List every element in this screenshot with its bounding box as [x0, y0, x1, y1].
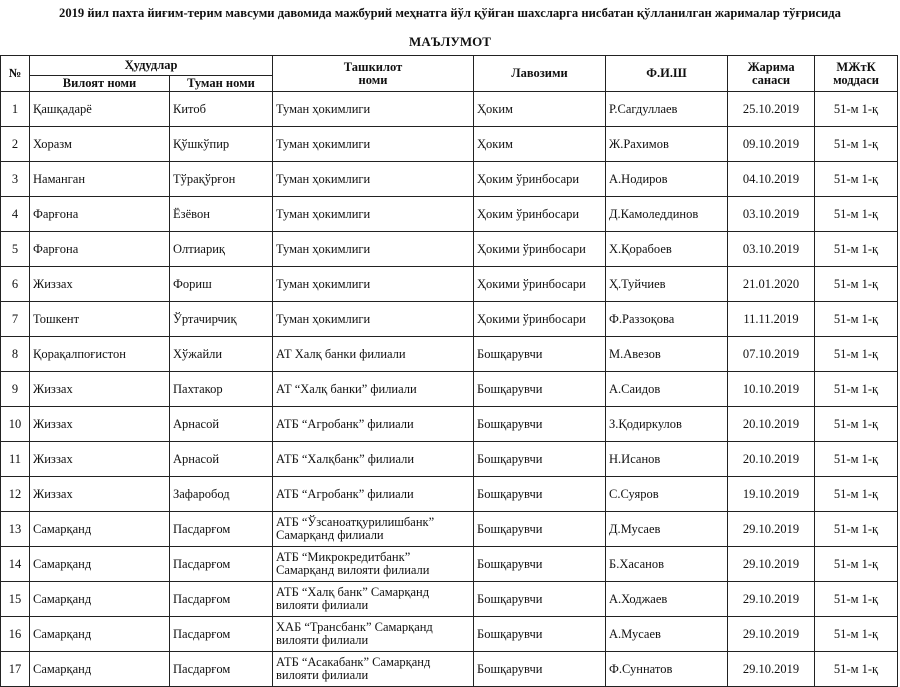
article-cell: 51-м 1-қ	[815, 547, 898, 582]
region-cell: Жиззах	[30, 372, 170, 407]
row-number: 17	[1, 652, 30, 687]
region-cell: Жиззах	[30, 407, 170, 442]
table-row	[1, 407, 898, 442]
region-cell: Наманган	[30, 162, 170, 197]
organization-cell	[273, 512, 474, 547]
position-cell: Бошқарувчи	[474, 547, 606, 582]
region-cell: Самарқанд	[30, 512, 170, 547]
district-cell: Арнасой	[170, 407, 273, 442]
row-number: 8	[1, 337, 30, 372]
organization-line1: АТБ “Ўзсаноатқурилишбанк”	[276, 515, 435, 529]
organization-line1: Туман ҳокимлиги	[276, 101, 371, 116]
name-cell: Ж.Рахимов	[606, 127, 728, 162]
table-row	[1, 477, 898, 512]
header-article-line1: МЖтК	[836, 59, 876, 74]
article-cell: 51-м 1-қ	[815, 162, 898, 197]
fine-date-cell: 20.10.2019	[728, 407, 815, 442]
row-number: 13	[1, 512, 30, 547]
header-organization	[273, 56, 474, 92]
position-cell: Ҳоким	[474, 92, 606, 127]
organization-line2: Самарқанд филиали	[276, 528, 384, 542]
fine-date-cell: 29.10.2019	[728, 582, 815, 617]
header-district: Туман номи	[170, 76, 273, 92]
header-regions-group: Ҳудудлар	[30, 56, 273, 76]
article-cell: 51-м 1-қ	[815, 267, 898, 302]
position-cell: Бошқарувчи	[474, 617, 606, 652]
row-number: 2	[1, 127, 30, 162]
organization-line1: Туман ҳокимлиги	[276, 276, 371, 291]
table-row	[1, 547, 898, 582]
name-cell: Х.Қорабоев	[606, 232, 728, 267]
organization-line1: АТ “Халқ банки” филиали	[276, 381, 417, 396]
header-fine-date-line1: Жарима	[747, 59, 795, 74]
position-cell: Ҳоким	[474, 127, 606, 162]
organization-line1: АТБ “Асакабанк” Самарқанд	[276, 655, 431, 669]
region-cell: Қашқадарё	[30, 92, 170, 127]
position-cell: Бошқарувчи	[474, 477, 606, 512]
row-number: 6	[1, 267, 30, 302]
organization-cell	[273, 197, 474, 232]
header-region: Вилоят номи	[30, 76, 170, 92]
position-cell: Бошқарувчи	[474, 512, 606, 547]
fine-date-cell: 10.10.2019	[728, 372, 815, 407]
district-cell: Пахтакор	[170, 372, 273, 407]
organization-cell	[273, 407, 474, 442]
organization-line1: АТБ “Микрокредитбанк”	[276, 550, 411, 564]
name-cell: А.Саидов	[606, 372, 728, 407]
row-number: 1	[1, 92, 30, 127]
position-cell: Бошқарувчи	[474, 407, 606, 442]
table-row	[1, 267, 898, 302]
article-cell: 51-м 1-қ	[815, 617, 898, 652]
position-cell: Бошқарувчи	[474, 337, 606, 372]
fine-date-cell: 09.10.2019	[728, 127, 815, 162]
position-cell: Ҳоким ўринбосари	[474, 162, 606, 197]
name-cell: З.Қодиркулов	[606, 407, 728, 442]
header-article	[815, 56, 898, 92]
article-cell: 51-м 1-қ	[815, 477, 898, 512]
organization-line2: вилояти филиали	[276, 633, 369, 647]
region-cell: Самарқанд	[30, 547, 170, 582]
article-cell: 51-м 1-қ	[815, 582, 898, 617]
row-number: 14	[1, 547, 30, 582]
district-cell: Зафаробод	[170, 477, 273, 512]
fine-date-cell: 03.10.2019	[728, 197, 815, 232]
district-cell: Хўжайли	[170, 337, 273, 372]
region-cell: Жиззах	[30, 267, 170, 302]
name-cell: Р.Сагдуллаев	[606, 92, 728, 127]
header-fine-date-line2: санаси	[751, 72, 791, 87]
fine-date-cell: 20.10.2019	[728, 442, 815, 477]
article-cell: 51-м 1-қ	[815, 337, 898, 372]
fine-date-cell: 29.10.2019	[728, 547, 815, 582]
region-cell: Хоразм	[30, 127, 170, 162]
organization-cell	[273, 92, 474, 127]
article-cell: 51-м 1-қ	[815, 372, 898, 407]
article-cell: 51-м 1-қ	[815, 232, 898, 267]
table-row	[1, 652, 898, 687]
row-number: 3	[1, 162, 30, 197]
header-organization-line2: номи	[358, 72, 388, 87]
document-subtitle: МАЪЛУМОТ	[409, 34, 491, 49]
organization-cell	[273, 162, 474, 197]
organization-cell	[273, 267, 474, 302]
organization-line2: Самарқанд вилояти филиали	[276, 563, 430, 577]
organization-cell	[273, 302, 474, 337]
name-cell: Д.Мусаев	[606, 512, 728, 547]
table-row	[1, 162, 898, 197]
organization-line1: Туман ҳокимлиги	[276, 241, 371, 256]
position-cell: Бошқарувчи	[474, 652, 606, 687]
region-cell: Самарқанд	[30, 652, 170, 687]
district-cell: Арнасой	[170, 442, 273, 477]
organization-cell	[273, 582, 474, 617]
region-cell: Фарғона	[30, 197, 170, 232]
article-cell: 51-м 1-қ	[815, 92, 898, 127]
district-cell: Пасдарғом	[170, 617, 273, 652]
row-number: 7	[1, 302, 30, 337]
table-row	[1, 442, 898, 477]
position-cell: Ҳокими ўринбосари	[474, 267, 606, 302]
region-cell: Самарқанд	[30, 617, 170, 652]
name-cell: Ф.Суннатов	[606, 652, 728, 687]
row-number: 5	[1, 232, 30, 267]
article-cell: 51-м 1-қ	[815, 652, 898, 687]
table-row	[1, 302, 898, 337]
name-cell: Ф.Раззоқова	[606, 302, 728, 337]
fine-date-cell: 04.10.2019	[728, 162, 815, 197]
article-cell: 51-м 1-қ	[815, 127, 898, 162]
position-cell: Ҳоким ўринбосари	[474, 197, 606, 232]
header-name: Ф.И.Ш	[606, 56, 728, 92]
district-cell: Ўртачирчиқ	[170, 302, 273, 337]
organization-cell	[273, 372, 474, 407]
header-num: №	[1, 56, 30, 92]
header-organization-line1: Ташкилот	[343, 59, 403, 74]
district-cell: Пасдарғом	[170, 547, 273, 582]
organization-line1: АТ Халқ банки филиали	[276, 346, 406, 361]
district-cell: Фориш	[170, 267, 273, 302]
header-article-line2: моддаси	[833, 72, 879, 87]
organization-cell	[273, 652, 474, 687]
district-cell: Пасдарғом	[170, 582, 273, 617]
table-row	[1, 617, 898, 652]
district-cell: Ёзёвон	[170, 197, 273, 232]
name-cell: Д.Камоледдинов	[606, 197, 728, 232]
fine-date-cell: 29.10.2019	[728, 512, 815, 547]
table-row	[1, 372, 898, 407]
name-cell: Н.Исанов	[606, 442, 728, 477]
district-cell: Китоб	[170, 92, 273, 127]
fine-date-cell: 19.10.2019	[728, 477, 815, 512]
row-number: 4	[1, 197, 30, 232]
fine-date-cell: 07.10.2019	[728, 337, 815, 372]
row-number: 15	[1, 582, 30, 617]
organization-line1: Туман ҳокимлиги	[276, 311, 371, 326]
row-number: 11	[1, 442, 30, 477]
position-cell: Бошқарувчи	[474, 372, 606, 407]
fine-date-cell: 21.01.2020	[728, 267, 815, 302]
table-row	[1, 197, 898, 232]
name-cell: М.Авезов	[606, 337, 728, 372]
organization-line1: Туман ҳокимлиги	[276, 206, 371, 221]
fine-date-cell: 25.10.2019	[728, 92, 815, 127]
fine-date-cell: 29.10.2019	[728, 652, 815, 687]
organization-line1: АТБ “Агробанк” филиали	[276, 416, 414, 431]
header-fine-date	[728, 56, 815, 92]
name-cell: Б.Хасанов	[606, 547, 728, 582]
header-position: Лавозими	[474, 56, 606, 92]
organization-cell	[273, 127, 474, 162]
organization-line1: Туман ҳокимлиги	[276, 171, 371, 186]
name-cell: А.Мусаев	[606, 617, 728, 652]
row-number: 9	[1, 372, 30, 407]
district-cell: Қўшкўпир	[170, 127, 273, 162]
document-title: 2019 йил пахта йиғим-терим мавсуми давомида мажбурий меҳнатга йўл қўйган шахсларга нисбатан қўлланилган жарималар тўғрисида	[59, 6, 841, 20]
region-cell: Қорақалпоғистон	[30, 337, 170, 372]
region-cell: Тошкент	[30, 302, 170, 337]
table-row	[1, 232, 898, 267]
fine-date-cell: 03.10.2019	[728, 232, 815, 267]
row-number: 12	[1, 477, 30, 512]
organization-line1: АТБ “Агробанк” филиали	[276, 486, 414, 501]
region-cell: Фарғона	[30, 232, 170, 267]
region-cell: Жиззах	[30, 442, 170, 477]
article-cell: 51-м 1-қ	[815, 512, 898, 547]
table-row	[1, 337, 898, 372]
article-cell: 51-м 1-қ	[815, 302, 898, 337]
table-body	[1, 92, 898, 687]
organization-line1: АТБ “Халқбанк” филиали	[276, 451, 415, 466]
organization-cell	[273, 232, 474, 267]
row-number: 10	[1, 407, 30, 442]
fine-date-cell: 11.11.2019	[728, 302, 815, 337]
name-cell: Ҳ.Туйчиев	[606, 267, 728, 302]
district-cell: Пасдарғом	[170, 652, 273, 687]
name-cell: А.Нодиров	[606, 162, 728, 197]
table-row	[1, 582, 898, 617]
organization-line1: Туман ҳокимлиги	[276, 136, 371, 151]
fine-date-cell: 29.10.2019	[728, 617, 815, 652]
row-number: 16	[1, 617, 30, 652]
region-cell: Жиззах	[30, 477, 170, 512]
article-cell: 51-м 1-қ	[815, 407, 898, 442]
article-cell: 51-м 1-қ	[815, 442, 898, 477]
region-cell: Самарқанд	[30, 582, 170, 617]
organization-line1: ХАБ “Трансбанк” Самарқанд	[276, 620, 433, 634]
organization-cell	[273, 337, 474, 372]
fines-table	[0, 55, 898, 687]
district-cell: Пасдарғом	[170, 512, 273, 547]
district-cell: Тўрақўрғон	[170, 162, 273, 197]
name-cell: А.Ходжаев	[606, 582, 728, 617]
organization-line1: АТБ “Халқ банк” Самарқанд	[276, 585, 430, 599]
organization-line2: вилояти филиали	[276, 598, 369, 612]
organization-cell	[273, 547, 474, 582]
organization-cell	[273, 442, 474, 477]
district-cell: Олтиариқ	[170, 232, 273, 267]
table-row	[1, 512, 898, 547]
table-row	[1, 127, 898, 162]
table-row	[1, 92, 898, 127]
position-cell: Бошқарувчи	[474, 582, 606, 617]
position-cell: Бошқарувчи	[474, 442, 606, 477]
organization-cell	[273, 477, 474, 512]
name-cell: С.Суяров	[606, 477, 728, 512]
article-cell: 51-м 1-қ	[815, 197, 898, 232]
organization-cell	[273, 617, 474, 652]
position-cell: Ҳокими ўринбосари	[474, 302, 606, 337]
position-cell: Ҳокими ўринбосари	[474, 232, 606, 267]
organization-line2: вилояти филиали	[276, 668, 369, 682]
